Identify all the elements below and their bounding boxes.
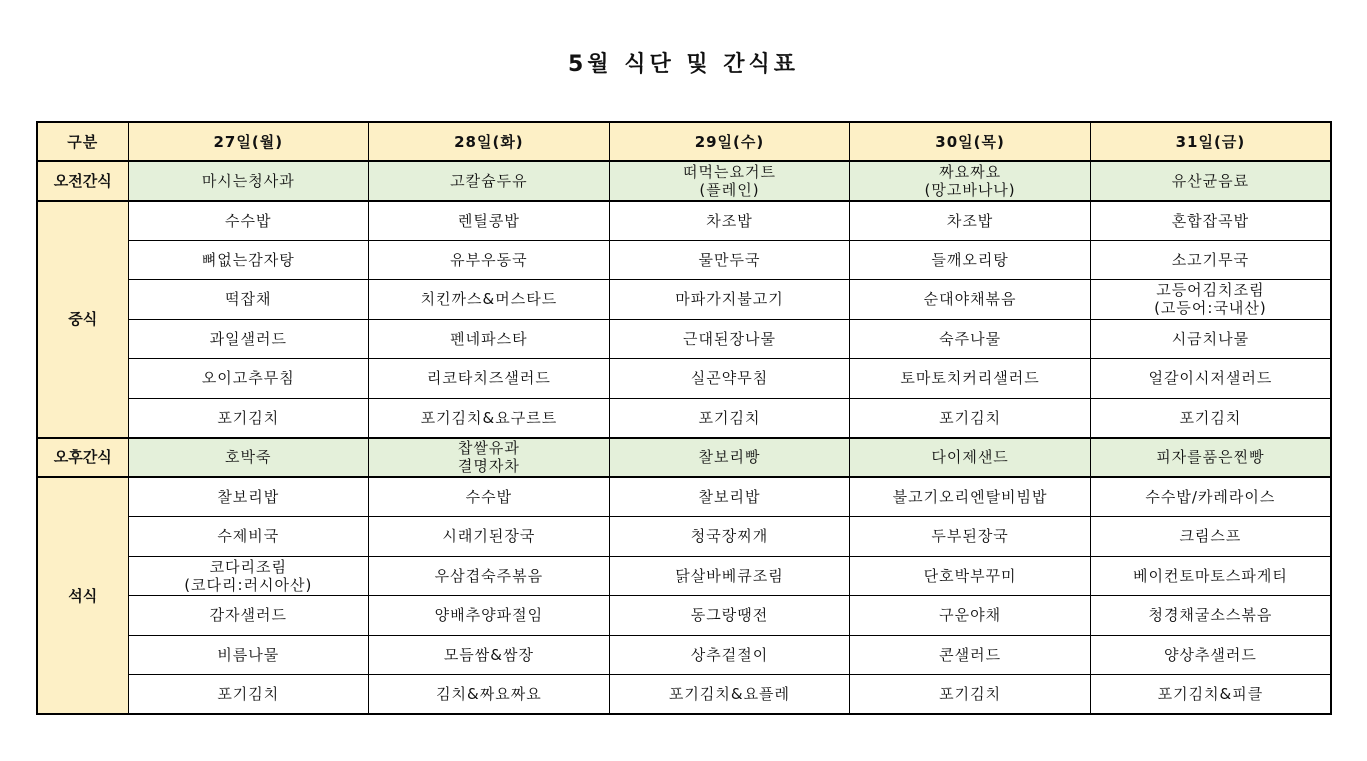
header-day-2: 28일(화) (369, 122, 610, 161)
lunch-item: 수수밥 (128, 201, 369, 241)
dinner-item: 수수밥 (369, 477, 610, 517)
dinner-item: 청국장찌개 (609, 517, 850, 557)
afternoon-snack-item: 다이제샌드 (850, 438, 1091, 478)
dinner-item: 우삼겹숙주볶음 (369, 556, 610, 596)
lunch-item: 혼합잡곡밥 (1090, 201, 1331, 241)
dinner-item: 수수밥/카레라이스 (1090, 477, 1331, 517)
dinner-row (37, 477, 1331, 517)
dinner-item: 포기김치 (850, 675, 1091, 715)
lunch-item: 떡잡채 (128, 280, 369, 320)
morning-snack-label: 오전간식 (37, 161, 128, 201)
dinner-item: 단호박부꾸미 (850, 556, 1091, 596)
lunch-item: 펜네파스타 (369, 319, 610, 359)
lunch-item: 순대야채볶음 (850, 280, 1091, 320)
lunch-label: 중식 (37, 201, 128, 438)
lunch-item: 마파가지불고기 (609, 280, 850, 320)
dinner-item: 닭살바베큐조림 (609, 556, 850, 596)
dinner-item: 찰보리밥 (609, 477, 850, 517)
dinner-row (37, 596, 1331, 636)
dinner-item: 두부된장국 (850, 517, 1091, 557)
menu-table (36, 121, 1332, 715)
dinner-item: 시래기된장국 (369, 517, 610, 557)
header-row (37, 122, 1331, 161)
dinner-item: 불고기오리엔탈비빔밥 (850, 477, 1091, 517)
dinner-item: 찰보리밥 (128, 477, 369, 517)
dinner-item: 상추겉절이 (609, 635, 850, 675)
dinner-item: 크림스프 (1090, 517, 1331, 557)
afternoon-snack-item: 호박죽 (128, 438, 369, 478)
lunch-item: 과일샐러드 (128, 319, 369, 359)
dinner-item: 청경채굴소스볶음 (1090, 596, 1331, 636)
lunch-item: 차조밥 (609, 201, 850, 241)
dinner-row (37, 675, 1331, 715)
dinner-item: 김치&짜요짜요 (369, 675, 610, 715)
lunch-row (37, 319, 1331, 359)
lunch-item: 포기김치 (609, 398, 850, 438)
lunch-item: 리코타치즈샐러드 (369, 359, 610, 399)
lunch-row (37, 201, 1331, 241)
afternoon-snack-row (37, 438, 1331, 478)
dinner-item: 감자샐러드 (128, 596, 369, 636)
dinner-row (37, 556, 1331, 596)
lunch-item: 차조밥 (850, 201, 1091, 241)
lunch-item: 근대된장나물 (609, 319, 850, 359)
lunch-item: 물만두국 (609, 240, 850, 280)
lunch-item: 시금치나물 (1090, 319, 1331, 359)
lunch-row (37, 398, 1331, 438)
lunch-item: 치킨까스&머스타드 (369, 280, 610, 320)
dinner-label: 석식 (37, 477, 128, 714)
afternoon-snack-item: 찹쌀유과 결명자차 (369, 438, 610, 478)
lunch-row (37, 280, 1331, 320)
morning-snack-item: 떠먹는요거트 (플레인) (609, 161, 850, 201)
header-day-4: 30일(목) (850, 122, 1091, 161)
header-day-1: 27일(월) (128, 122, 369, 161)
lunch-item: 숙주나물 (850, 319, 1091, 359)
dinner-item: 포기김치&피클 (1090, 675, 1331, 715)
lunch-item: 오이고추무침 (128, 359, 369, 399)
lunch-row (37, 359, 1331, 399)
dinner-item: 수제비국 (128, 517, 369, 557)
dinner-item: 구운야채 (850, 596, 1091, 636)
afternoon-snack-label: 오후간식 (37, 438, 128, 478)
morning-snack-item: 짜요짜요 (망고바나나) (850, 161, 1091, 201)
lunch-item: 뼈없는감자탕 (128, 240, 369, 280)
morning-snack-item: 고칼슘두유 (369, 161, 610, 201)
dinner-row (37, 635, 1331, 675)
lunch-item: 포기김치 (128, 398, 369, 438)
dinner-item: 베이컨토마토스파게티 (1090, 556, 1331, 596)
lunch-item: 소고기무국 (1090, 240, 1331, 280)
lunch-item: 포기김치 (850, 398, 1091, 438)
lunch-item: 포기김치&요구르트 (369, 398, 610, 438)
dinner-item: 비름나물 (128, 635, 369, 675)
morning-snack-row (37, 161, 1331, 201)
dinner-item: 코다리조림 (코다리:러시아산) (128, 556, 369, 596)
lunch-item: 렌틸콩밥 (369, 201, 610, 241)
dinner-row (37, 517, 1331, 557)
lunch-item: 얼갈이시저샐러드 (1090, 359, 1331, 399)
page-title: 5월 식단 및 간식표 (567, 52, 800, 77)
afternoon-snack-item: 피자를품은찐빵 (1090, 438, 1331, 478)
lunch-item: 포기김치 (1090, 398, 1331, 438)
dinner-item: 양배추양파절임 (369, 596, 610, 636)
dinner-item: 콘샐러드 (850, 635, 1091, 675)
header-day-3: 29일(수) (609, 122, 850, 161)
dinner-item: 동그랑땡전 (609, 596, 850, 636)
dinner-item: 양상추샐러드 (1090, 635, 1331, 675)
header-day-5: 31일(금) (1090, 122, 1331, 161)
morning-snack-item: 유산균음료 (1090, 161, 1331, 201)
lunch-item: 토마토치커리샐러드 (850, 359, 1091, 399)
lunch-item: 유부우동국 (369, 240, 610, 280)
lunch-item: 고등어김치조림 (고등어:국내산) (1090, 280, 1331, 320)
lunch-row (37, 240, 1331, 280)
dinner-item: 포기김치&요플레 (609, 675, 850, 715)
lunch-item: 실곤약무침 (609, 359, 850, 399)
dinner-item: 포기김치 (128, 675, 369, 715)
header-category: 구분 (37, 122, 128, 161)
afternoon-snack-item: 찰보리빵 (609, 438, 850, 478)
morning-snack-item: 마시는청사과 (128, 161, 369, 201)
dinner-item: 모듬쌈&쌈장 (369, 635, 610, 675)
lunch-item: 들깨오리탕 (850, 240, 1091, 280)
